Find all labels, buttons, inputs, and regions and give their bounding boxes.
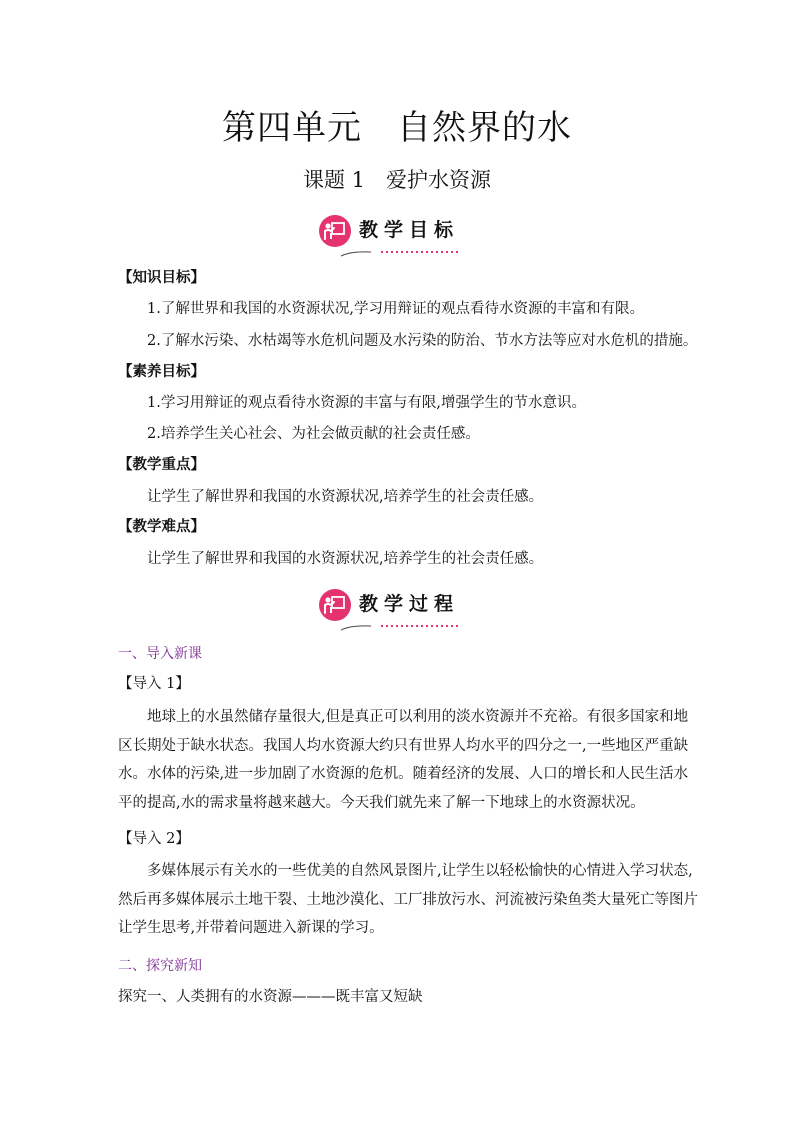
teaching-key-label: 【教学重点】 xyxy=(118,456,205,473)
knowledge-item: 1.了解世界和我国的水资源状况,学习用辩证的观点看待水资源的丰富和有限。 xyxy=(147,301,644,317)
knowledge-objectives-label: 【知识目标】 xyxy=(118,269,205,286)
paragraph-line: 然后再多媒体展示土地干裂、土地沙漠化、工厂排放污水、河流被污染鱼类大量死亡等图片 xyxy=(118,891,698,908)
paragraph-line: 让学生思考,并带着问题进入新课的学习。 xyxy=(118,920,384,936)
intro2-paragraph xyxy=(118,857,698,943)
teaching-difficulty-label: 【教学难点】 xyxy=(118,518,205,535)
teaching-difficulty-text: 让学生了解世界和我国的水资源状况,培养学生的社会责任感。 xyxy=(147,551,544,567)
paragraph-line: 区长期处于缺水状态。我国人均水资源大约只有世界人均水平的四分之一,一些地区严重缺 xyxy=(118,737,689,754)
literacy-item: 2.培养学生关心社会、为社会做贡献的社会责任感。 xyxy=(147,426,480,442)
paragraph-line: 水。水体的污染,进一步加剧了水资源的危机。随着经济的发展、人口的增长和人民生活水 xyxy=(118,766,689,782)
section-heading-explore: 二、探究新知 xyxy=(118,958,202,974)
literacy-objectives-label: 【素养目标】 xyxy=(118,363,205,380)
intro2-label: 【导入 2】 xyxy=(118,831,190,847)
literacy-item: 1.学习用辩证的观点看待水资源的丰富与有限,增强学生的节水意识。 xyxy=(147,395,586,411)
section-heading-intro: 一、导入新课 xyxy=(118,646,202,662)
process-banner-text: 教学过程 xyxy=(359,593,460,615)
banner-underline xyxy=(341,623,461,631)
teaching-key-text: 让学生了解世界和我国的水资源状况,培养学生的社会责任感。 xyxy=(147,489,544,505)
paragraph-line: 平的提高,水的需求量将越来越大。今天我们就先来了解一下地球上的水资源状况。 xyxy=(118,794,645,811)
objectives-banner xyxy=(319,215,469,255)
process-banner xyxy=(319,589,469,629)
paragraph-line: 多媒体展示有关水的一些优美的自然风景图片,让学生以轻松愉快的心情进入学习状态, xyxy=(147,863,693,879)
objectives-banner-text: 教学目标 xyxy=(359,219,460,241)
knowledge-item: 2.了解水污染、水枯竭等水危机问题及水污染的防治、节水方法等应对水危机的措施。 xyxy=(147,333,698,349)
page-subtitle: 课题 1 爱护水资源 xyxy=(302,168,492,192)
teacher-board-icon xyxy=(319,215,351,247)
intro1-paragraph xyxy=(118,703,689,817)
paragraph-line: 地球上的水虽然储存量很大,但是真正可以利用的淡水资源并不充裕。有很多国家和地 xyxy=(147,709,689,725)
page-title: 第四单元 自然界的水 xyxy=(222,108,572,148)
teacher-board-icon xyxy=(319,589,351,621)
intro1-label: 【导入 1】 xyxy=(118,676,190,692)
explore1-title: 探究一、人类拥有的水资源———既丰富又短缺 xyxy=(118,989,423,1005)
banner-underline xyxy=(341,249,461,257)
